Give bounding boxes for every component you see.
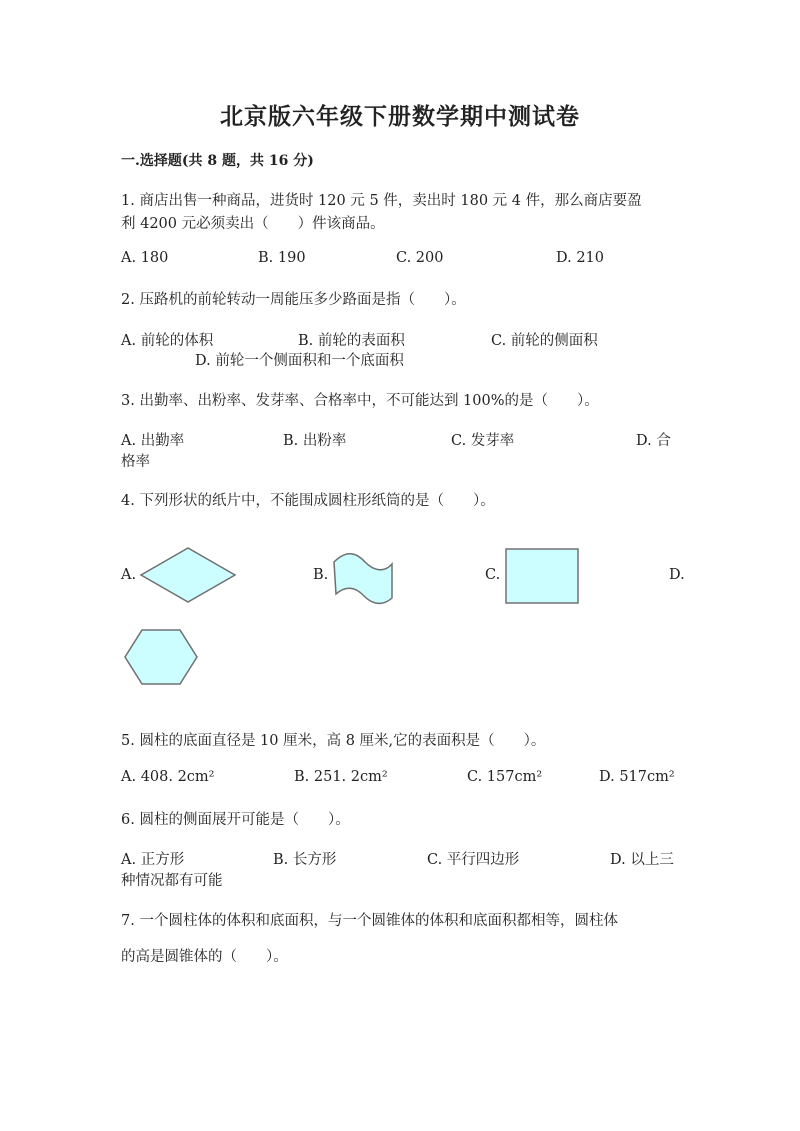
q3-option-d[interactable]: D. 合 xyxy=(636,433,671,449)
q5-option-a[interactable]: A. 408. 2cm² xyxy=(121,769,215,785)
q6-option-b[interactable]: B. 长方形 xyxy=(273,852,337,868)
q1-option-c[interactable]: C. 200 xyxy=(396,250,444,266)
q1-option-a[interactable]: A. 180 xyxy=(121,250,169,266)
section-heading: 一.选择题(共 8 题，共 16 分) xyxy=(121,153,314,169)
hexagon-shape xyxy=(123,627,199,687)
page-title: 北京版六年级下册数学期中测试卷 xyxy=(220,103,580,130)
question-5-line-1: 5. 圆柱的底面直径是 10 厘米，高 8 厘米,它的表面积是（ ）。 xyxy=(121,733,546,749)
q2-option-c[interactable]: C. 前轮的侧面积 xyxy=(491,333,598,349)
q4-option-c[interactable]: C. xyxy=(485,567,501,583)
q3-option-c[interactable]: C. 发芽率 xyxy=(451,433,515,449)
question-1-line-1: 1. 商店出售一种商品，进货时 120 元 5 件，卖出时 180 元 4 件，那么商店要盈 xyxy=(121,193,642,209)
q3-option-a[interactable]: A. 出勤率 xyxy=(121,433,185,449)
q3-option-b[interactable]: B. 出粉率 xyxy=(283,433,347,449)
rectangle-shape xyxy=(504,547,580,605)
question-7-line-2: 的高是圆锥体的（ ）。 xyxy=(121,949,288,965)
rhombus-shape xyxy=(138,546,238,606)
question-4-line-1: 4. 下列形状的纸片中，不能围成圆柱形纸筒的是（ ）。 xyxy=(121,493,495,509)
q4-option-b[interactable]: B. xyxy=(313,567,329,583)
q6-option-a[interactable]: A. 正方形 xyxy=(121,852,185,868)
q2-option-d[interactable]: D. 前轮一个侧面积和一个底面积 xyxy=(195,353,404,369)
q3-option-d-wrap: 格率 xyxy=(121,454,150,470)
q4-option-d[interactable]: D. xyxy=(669,567,685,583)
q6-option-d-wrap: 种情况都有可能 xyxy=(121,873,223,889)
q5-option-d[interactable]: D. 517cm² xyxy=(599,769,675,785)
q2-option-b[interactable]: B. 前轮的表面积 xyxy=(298,333,405,349)
q5-option-b[interactable]: B. 251. 2cm² xyxy=(294,769,388,785)
wavy-flag-shape xyxy=(331,550,395,610)
question-2-line-1: 2. 压路机的前轮转动一周能压多少路面是指（ ）。 xyxy=(121,292,466,308)
question-1-line-2: 利 4200 元必须卖出（ ）件该商品。 xyxy=(121,216,385,232)
question-7-line-1: 7. 一个圆柱体的体积和底面积，与一个圆锥体的体积和底面积都相等，圆柱体 xyxy=(121,913,618,929)
q1-option-d[interactable]: D. 210 xyxy=(556,250,605,266)
q4-option-a[interactable]: A. xyxy=(121,567,137,583)
question-6-line-1: 6. 圆柱的侧面展开可能是（ ）。 xyxy=(121,812,350,828)
q6-option-c[interactable]: C. 平行四边形 xyxy=(427,852,520,868)
q1-option-b[interactable]: B. 190 xyxy=(258,250,306,266)
q6-option-d[interactable]: D. 以上三 xyxy=(610,852,674,868)
question-3-line-1: 3. 出勤率、出粉率、发芽率、合格率中，不可能达到 100%的是（ ）。 xyxy=(121,393,599,409)
q5-option-c[interactable]: C. 157cm² xyxy=(467,769,543,785)
q2-option-a[interactable]: A. 前轮的体积 xyxy=(121,333,214,349)
